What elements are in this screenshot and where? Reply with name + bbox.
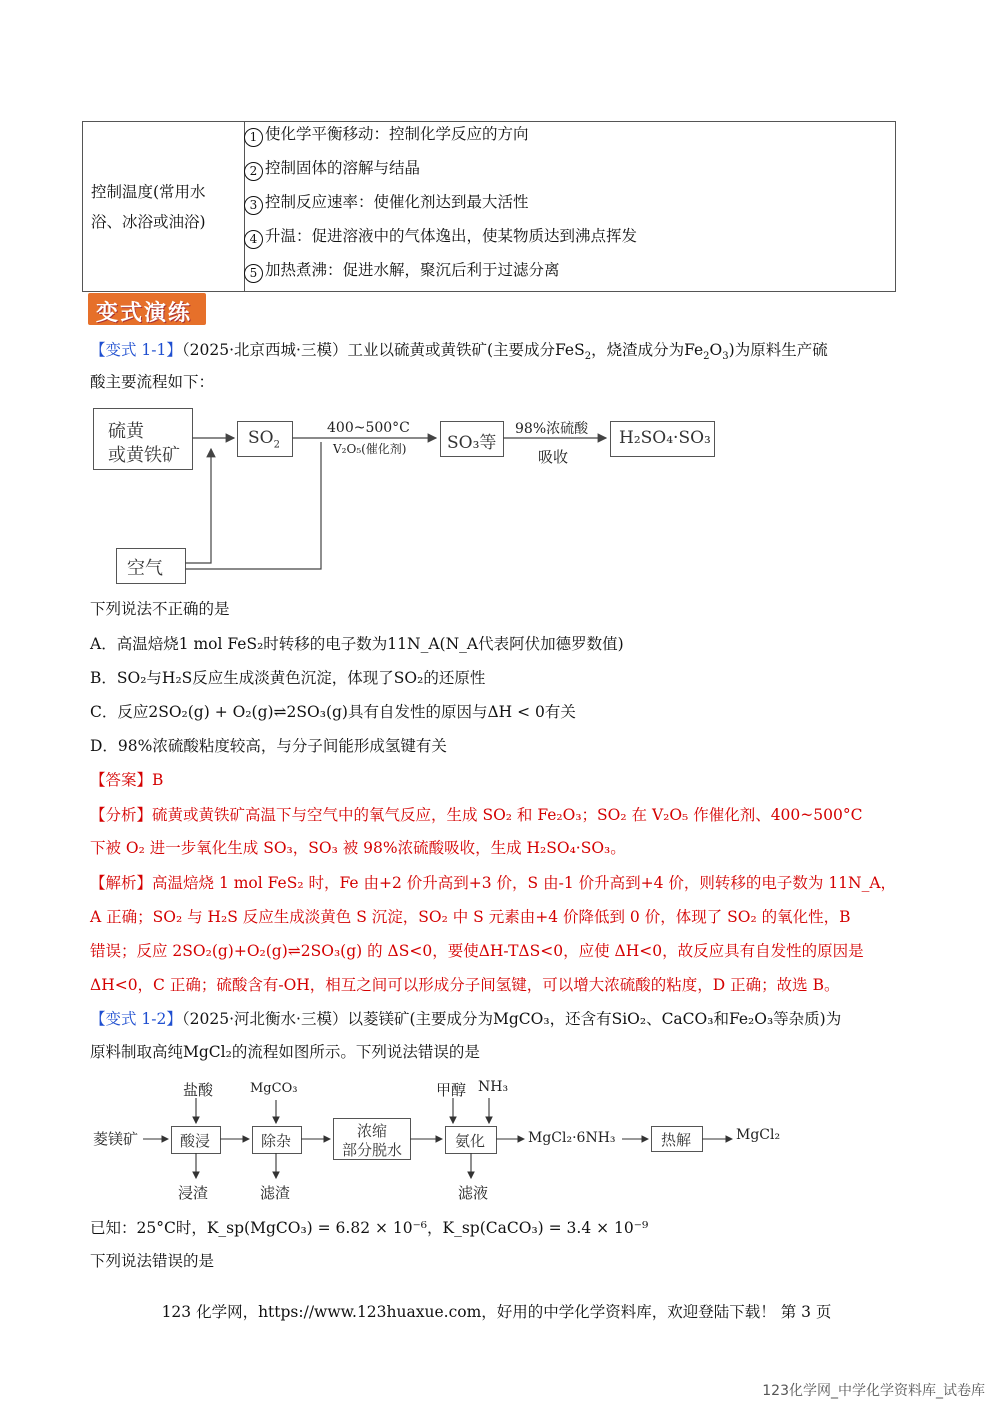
left-cell-line2: 浴、冰浴或油浴) <box>91 212 206 231</box>
pyrolysis-label: 热解 <box>661 1131 692 1149</box>
absorb-label-top: 98%浓硫酸 <box>515 421 589 437</box>
q1-stem-line2: 酸主要流程如下： <box>90 373 215 391</box>
flow1-so2-box: $SO_2$ <box>237 421 293 457</box>
q1-prompt: 下列说法不正确的是 <box>90 600 230 618</box>
q2-stem1: 以菱镁矿(主要成分为MgCO₃，还含有SiO₂、CaCO₃和Fe₂O₃等杂质)为 <box>347 1010 842 1028</box>
product-label: H₂SO₄·SO₃ <box>619 428 711 448</box>
condition-temperature: 400~500°C <box>327 420 410 436</box>
flow2-hcl: 盐酸 <box>183 1081 214 1099</box>
flow2-mgco3: MgCO₃ <box>250 1081 298 1096</box>
item-text: 升温：促进溶液中的气体逸出，使某物质达到沸点挥发 <box>265 227 638 245</box>
q1-stem1: 工业以硫黄或黄铁矿(主要成分FeS <box>347 341 585 359</box>
q1-explain-line3: 错误；反应 2SO₂(g)+O₂(g)⇌2SO₃(g) 的 ΔS<0，要使ΔH-TΔS<0，应使 ΔH<0，故反应具有自发性的原因是 <box>90 942 864 960</box>
q2-tag: 【变式 1-2】 <box>90 1010 182 1028</box>
absorb-label-bottom: 吸收 <box>538 448 569 466</box>
item-text: 控制反应速率：使催化剂达到最大活性 <box>265 193 529 211</box>
flow2-leach-residue: 浸渣 <box>178 1184 209 1202</box>
concentrate-line1: 浓缩 <box>357 1122 388 1140</box>
leach-label: 酸浸 <box>180 1132 211 1150</box>
condition-catalyst: V₂O₅(催化剂) <box>333 442 407 456</box>
flow2-methanol: 甲醇 <box>436 1081 467 1099</box>
q1-explain-line4: ΔH<0，C 正确；硫酸含有-OH，相互之间可以形成分子间氢键，可以增大浓硫酸的粘度，D 正确；故选 B。 <box>90 976 840 994</box>
q1-source: （2025·北京西城·三模） <box>181 341 348 359</box>
q2-source: （2025·河北衡水·三模） <box>181 1010 348 1028</box>
concentrate-line2: 部分脱水 <box>342 1141 403 1159</box>
q2-known: 已知：25°C时，K_sp(MgCO₃) = 6.82 × 10⁻⁶，K_sp(CaCO₃) = 3.4 × 10⁻⁹ <box>90 1219 649 1237</box>
item-text: 使化学平衡移动：控制化学反应的方向 <box>265 125 529 143</box>
page-footer: 123 化学网，https://www.123huaxue.com，好用的中学化学资料库，欢迎登陆下载！ 第 3 页 <box>161 1303 832 1321</box>
circled-number: 1 <box>244 128 263 147</box>
q1-tag: 【变式 1-1】 <box>90 341 182 359</box>
q1-option-b[interactable]: B．SO₂与H₂S反应生成淡黄色沉淀，体现了SO₂的还原性 <box>90 669 486 687</box>
circled-number: 2 <box>244 162 263 181</box>
so3-label: SO₃等 <box>447 433 497 453</box>
analysis-text1: 硫黄或黄铁矿高温下与空气中的氧气反应，生成 SO₂ 和 Fe₂O₃；SO₂ 在 V₂O₅ 作催化剂、400~500°C <box>152 806 863 824</box>
q1-option-d[interactable]: D．98%浓硫酸粘度较高，与分子间能形成氢键有关 <box>90 737 447 755</box>
item-text: 控制固体的溶解与结晶 <box>265 159 421 177</box>
circled-number: 4 <box>244 230 263 249</box>
circled-number: 5 <box>244 264 263 283</box>
air-label: 空气 <box>127 558 163 579</box>
item-text: 加热煮沸：促进水解，聚沉后利于过滤分离 <box>265 261 560 279</box>
ore-line1: 硫黄 <box>108 421 144 442</box>
q1-option-c[interactable]: C．反应2SO₂(g) + O₂(g)⇌2SO₃(g)具有自发性的原因与ΔH < 0有关 <box>90 703 576 721</box>
explain-tag: 【解析】 <box>90 874 153 892</box>
flow2-start: 菱镁矿 <box>93 1130 139 1148</box>
banner-text: 变式演练 <box>96 300 193 326</box>
q2-prompt: 下列说法错误的是 <box>90 1252 215 1270</box>
answer-value: B <box>152 771 164 789</box>
circled-number: 3 <box>244 196 263 215</box>
q1-analysis-line2: 下被 O₂ 进一步氧化生成 SO₃，SO₃ 被 98%浓硫酸吸收，生成 H₂SO₄·SO₃。 <box>90 839 626 857</box>
answer-tag: 【答案】 <box>90 771 153 789</box>
ore-line2: 或黄铁矿 <box>108 445 180 466</box>
purify-label: 除杂 <box>261 1132 292 1150</box>
q1-stem1b: ，烧渣成分为Fe <box>591 341 704 359</box>
flow2-intermediate: MgCl₂·6NH₃ <box>528 1130 616 1146</box>
so2-label: SO <box>248 428 274 448</box>
q1-explain-line2: A 正确；SO₂ 与 H₂S 反应生成淡黄色 S 沉淀，SO₂ 中 S 元素由+4 价降低到 0 价，体现了 SO₂ 的氧化性，B <box>90 908 851 926</box>
q1-stem1c: )为原料生产硫 <box>728 341 828 359</box>
q1-option-a[interactable]: A．高温焙烧1 mol FeS₂时转移的电子数为11N_A(N_A代表阿伏加德罗数值) <box>90 635 624 653</box>
q2-stem-line2: 原料制取高纯MgCl₂的流程如图所示。下列说法错误的是 <box>90 1043 480 1061</box>
flow2-nh3: NH₃ <box>478 1079 509 1095</box>
analysis-tag: 【分析】 <box>90 806 153 824</box>
flow2-product: MgCl₂ <box>736 1127 781 1143</box>
q1-stem-line1: 【变式 1-1】（2025·北京西城·三模）工业以硫黄或黄铁矿(主要成分FeS$_2$，烧渣成分为$Fe_2O_3$)为原料生产硫 <box>90 341 828 363</box>
watermark: 123化学网_中学化学资料库_试卷库 <box>762 1383 985 1399</box>
left-cell-line1: 控制温度(常用水 <box>91 182 206 201</box>
flow2-filtrate: 滤液 <box>458 1184 489 1202</box>
explain-text1: 高温焙烧 1 mol FeS₂ 时，Fe 由+2 价升高到+3 价，S 由-1 价升高到+4 价，则转移的电子数为 11N_A， <box>152 874 897 892</box>
flow2-filter-residue: 滤渣 <box>260 1184 291 1202</box>
ammoniate-label: 氨化 <box>455 1132 486 1150</box>
